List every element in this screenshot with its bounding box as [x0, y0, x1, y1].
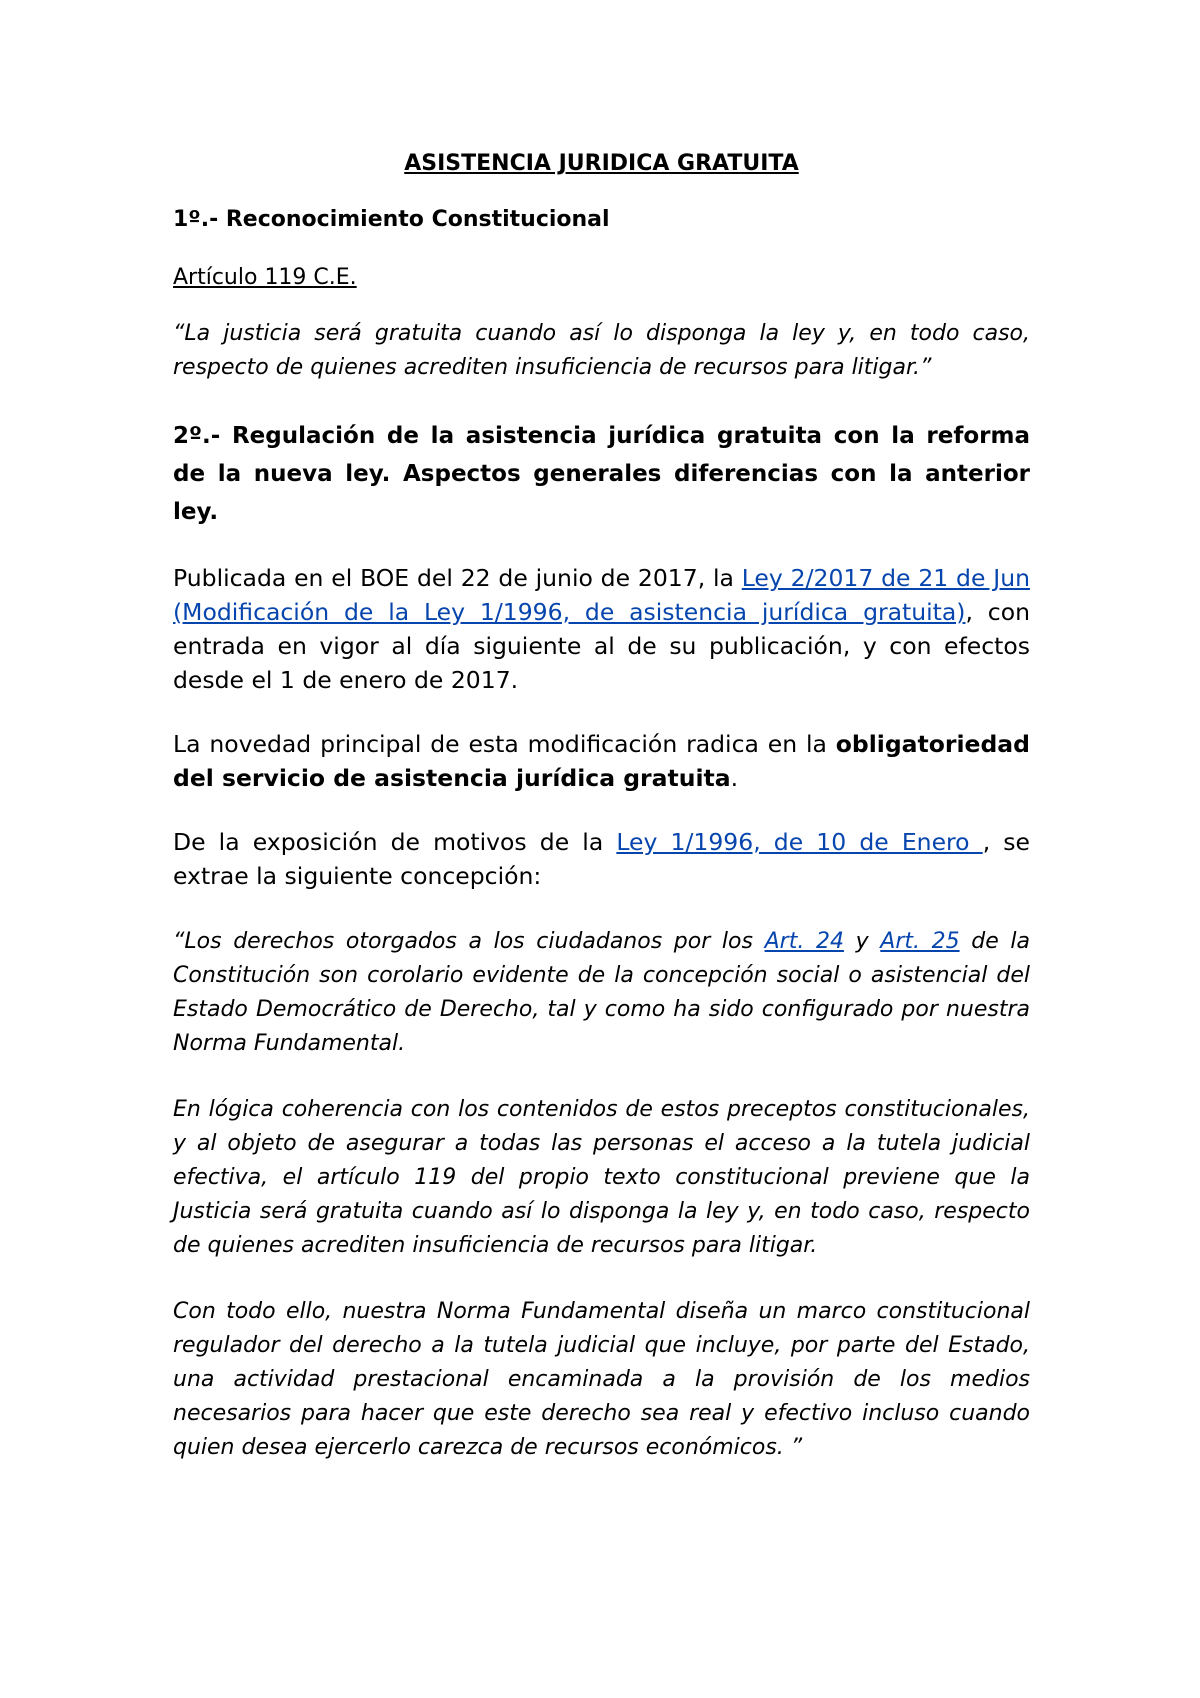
article-119-label: Artículo 119 C.E. — [173, 265, 357, 290]
publication-text-before: Publicada en el BOE del 22 de junio de 2017, la — [173, 564, 742, 592]
novelty-text-before: La novedad principal de esta modificación radica en la — [173, 730, 836, 758]
publication-text-after: , con entrada en vigor al día siguiente al de su publicación, y con efectos desde el 1 de enero de 2017. — [173, 598, 1030, 694]
quote-paragraph-2: En lógica coherencia con los contenidos de estos preceptos constitucionales, y al objeto de asegurar a todas las personas el acceso a la tutela judicial efectiva, el artículo 119 del propio texto constitucional previene que la Justicia será gratuita cuando así lo disponga la ley y, en todo caso, respecto de quienes acrediten insuficiencia de recursos para litigar. — [173, 1097, 1030, 1258]
section-2-heading: 2º.- Regulación de la asistencia jurídica gratuita con la reforma de la nueva ley. Aspectos generales diferencias con la anterior ley. — [173, 423, 1030, 525]
article-119-quote: “La justicia será gratuita cuando así lo disponga la ley y, en todo caso, respecto de quienes acrediten insuficiencia de recursos para litigar.” — [173, 321, 1030, 380]
exposition-text-after: , se extrae la siguiente concepción: — [173, 828, 1030, 890]
publication-paragraph — [173, 561, 1030, 697]
document-body — [173, 147, 1030, 1497]
quote-1-text-before: “Los derechos otorgados a los ciudadanos por los — [173, 929, 765, 954]
quote-1-text-after: de la Constitución son corolario evidente de la concepción social o asistencial del Estado Democrático de Derecho, tal y como ha sido configurado por nuestra Norma Fundamental. — [173, 929, 1030, 1056]
art-24-link[interactable]: Art. 24 — [764, 929, 844, 954]
quote-1-text-middle: y — [843, 929, 881, 954]
novelty-paragraph — [173, 727, 1030, 795]
document-title: ASISTENCIA JURIDICA GRATUITA — [404, 151, 799, 176]
novelty-bold-text: obligatoriedad del servicio de asistencia jurídica gratuita — [173, 730, 1030, 792]
quote-paragraph-1 — [173, 925, 1030, 1061]
quote-paragraph-3: Con todo ello, nuestra Norma Fundamental diseña un marco constitucional regulador del derecho a la tutela judicial que incluye, por parte del Estado, una actividad prestacional encaminada a la provisión de los medios necesarios para hacer que este derecho sea real y efectivo incluso cuando quien desea ejercerlo carezca de recursos económicos. ” — [173, 1299, 1030, 1460]
section-1-heading: 1º.- Reconocimiento Constitucional — [173, 207, 610, 232]
novelty-text-after: . — [730, 764, 739, 792]
ley-1-1996-link[interactable]: Ley 1/1996, de 10 de Enero — [616, 828, 983, 856]
ley-2-2017-link[interactable]: Ley 2/2017 de 21 de Jun (Modificación de la Ley 1/1996, de asistencia jurídica gratuita) — [173, 564, 1030, 626]
art-25-link[interactable]: Art. 25 — [880, 929, 960, 954]
exposition-paragraph — [173, 825, 1030, 893]
exposition-text-before: De la exposición de motivos de la — [173, 828, 617, 856]
